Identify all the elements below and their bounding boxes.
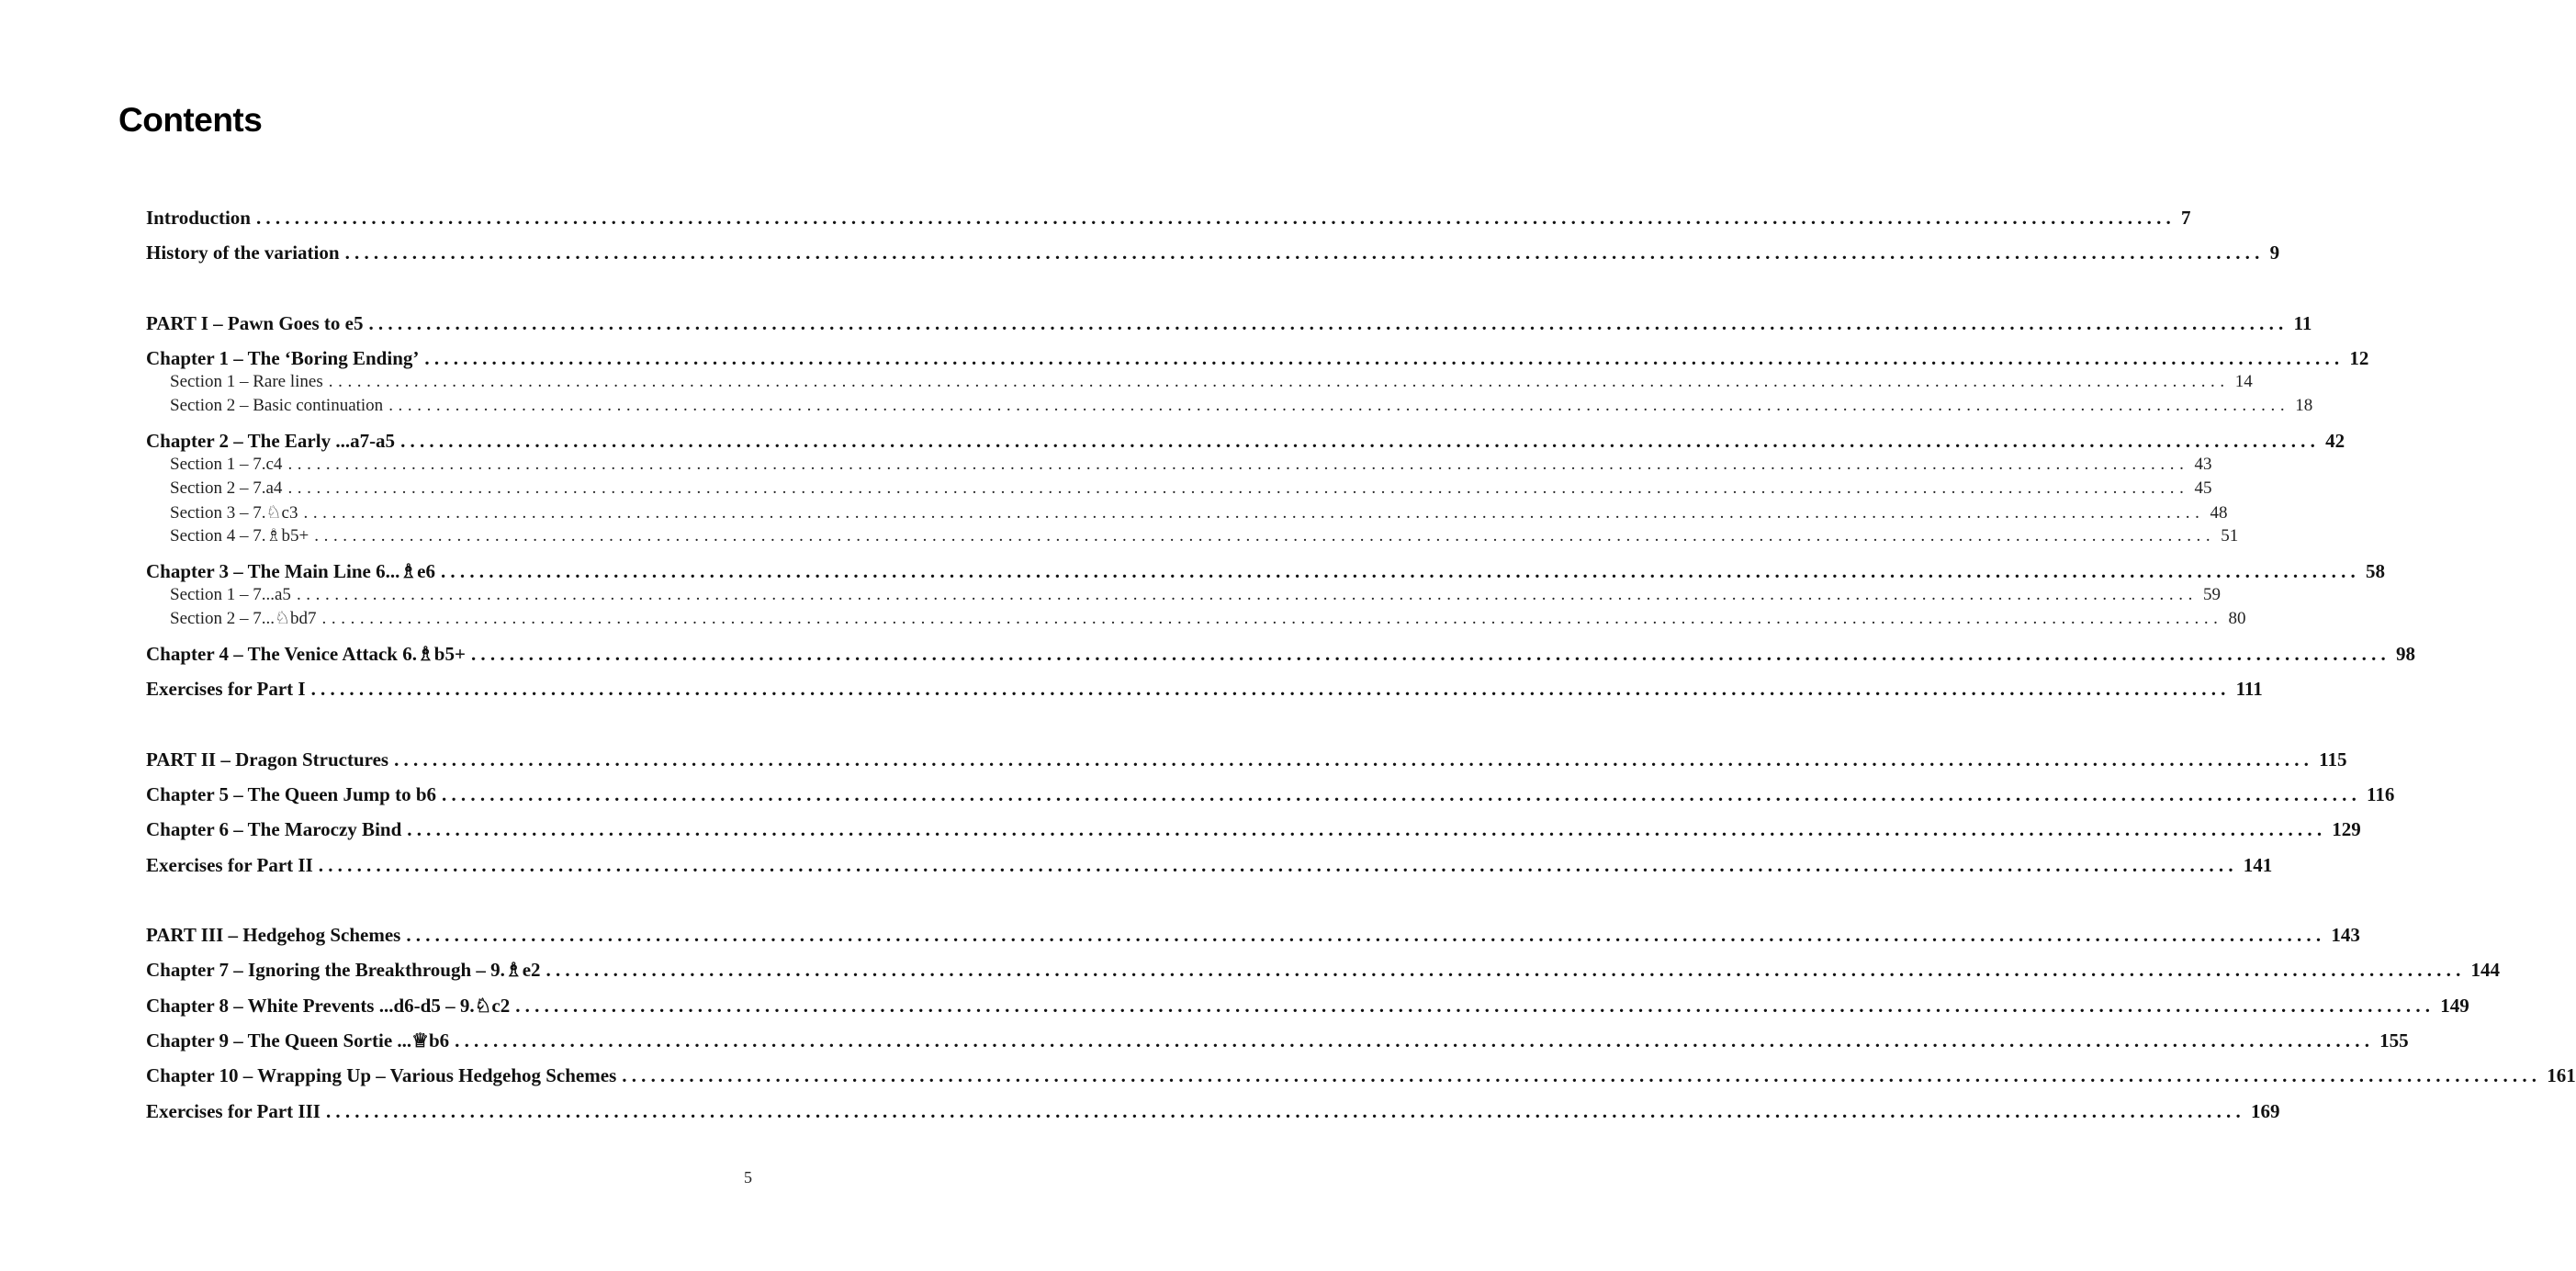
toc-entry-label: Section 4 – 7.♗b5+: [170, 526, 309, 546]
toc-entry-page: 48: [2210, 503, 2228, 523]
toc-subentry[interactable]: [146, 455, 2212, 475]
toc-entry[interactable]: [146, 643, 2415, 666]
dot-leader: ........................................................................................................................................................................................................: [440, 560, 2360, 582]
toc-entry-page: 59: [2202, 585, 2221, 604]
dot-leader: ........................................................................................................................................................................................................: [368, 312, 2289, 334]
toc-entry-label: Exercises for Part II: [146, 854, 313, 876]
toc-entry-page: 80: [2228, 609, 2246, 628]
toc-entry-page: 143: [2331, 924, 2360, 946]
toc-entry[interactable]: [146, 1100, 2280, 1123]
dot-leader: ........................................................................................................................................................................................................: [406, 924, 2326, 946]
page-title: Contents: [118, 101, 263, 139]
toc-entry-page: 12: [2349, 347, 2369, 369]
toc-entry[interactable]: [146, 207, 2191, 230]
dot-leader: ........................................................................................................................................................................................................: [325, 1100, 2245, 1122]
dot-leader: ........................................................................................................................................................................................................: [424, 347, 2345, 369]
toc-entry-label: Exercises for Part III: [146, 1100, 321, 1122]
toc-subentry[interactable]: [146, 396, 2313, 416]
toc-entry-page: 169: [2250, 1100, 2280, 1122]
toc-entry[interactable]: [146, 560, 2385, 583]
dot-leader: ........................................................................................................................................................................................................: [296, 585, 2198, 604]
toc-entry[interactable]: [146, 959, 2501, 982]
toc-entry-page: 11: [2293, 312, 2312, 334]
toc-subentry[interactable]: [146, 478, 2212, 499]
dot-leader: ........................................................................................................................................................................................................: [622, 1064, 2542, 1086]
toc-entry[interactable]: [146, 312, 2312, 335]
toc-entry-label: Chapter 4 – The Venice Attack 6.♗b5+: [146, 643, 466, 665]
dot-leader: ........................................................................................................................................................................................................: [303, 503, 2205, 523]
dot-leader: ........................................................................................................................................................................................................: [310, 678, 2231, 700]
dot-leader: ........................................................................................................................................................................................................: [455, 1029, 2375, 1052]
toc-entry-page: 111: [2235, 678, 2263, 700]
toc-entry[interactable]: [146, 748, 2347, 771]
toc-entry-label: PART I – Pawn Goes to e5: [146, 312, 364, 334]
toc-entry[interactable]: [146, 430, 2345, 453]
toc-entry[interactable]: [146, 1064, 2576, 1087]
toc-entry[interactable]: [146, 242, 2280, 264]
toc-entry[interactable]: [146, 995, 2469, 1018]
dot-leader: ........................................................................................................................................................................................................: [470, 643, 2390, 665]
toc-entry-label: Chapter 8 – White Prevents ...d6-d5 – 9.♘c2: [146, 995, 511, 1017]
toc-entry-page: 141: [2243, 854, 2273, 876]
dot-leader: ........................................................................................................................................................................................................: [515, 995, 2435, 1017]
dot-leader: ........................................................................................................................................................................................................: [388, 396, 2290, 415]
toc-entry[interactable]: [146, 347, 2369, 370]
toc-entry-label: Introduction: [146, 207, 251, 229]
toc-entry-page: 51: [2221, 526, 2239, 546]
toc-entry-label: Section 1 – 7...a5: [170, 585, 291, 604]
dot-leader: ........................................................................................................................................................................................................: [442, 783, 2362, 805]
toc-entry-page: 155: [2379, 1029, 2409, 1052]
toc-entry-page: 149: [2440, 995, 2469, 1017]
toc-entry-page: 14: [2234, 372, 2253, 391]
dot-leader: ........................................................................................................................................................................................................: [400, 430, 2321, 452]
toc-entry[interactable]: [146, 924, 2360, 947]
toc-subentry[interactable]: [146, 372, 2253, 392]
toc-entry-label: Section 2 – Basic continuation: [170, 396, 384, 415]
toc-entry-label: PART III – Hedgehog Schemes: [146, 924, 401, 946]
toc-entry-page: 43: [2194, 455, 2212, 474]
toc-entry-page: 144: [2470, 959, 2501, 981]
toc-entry-label: Section 3 – 7.♘c3: [170, 503, 298, 523]
dot-leader: ........................................................................................................................................................................................................: [328, 372, 2230, 391]
toc-entry-page: 115: [2319, 748, 2347, 770]
toc-entry-page: 9: [2269, 242, 2280, 264]
toc-entry[interactable]: [146, 854, 2273, 877]
toc-entry-label: Section 2 – 7.a4: [170, 478, 283, 498]
toc-entry-page: 58: [2365, 560, 2385, 582]
toc-entry-page: 129: [2332, 818, 2361, 840]
toc-entry-label: Section 1 – Rare lines: [170, 372, 323, 391]
toc-entry-label: Chapter 9 – The Queen Sortie ...♕b6: [146, 1029, 450, 1052]
toc-entry-label: Exercises for Part I: [146, 678, 306, 700]
toc-entry-page: 18: [2295, 396, 2313, 415]
toc-entry-page: 7: [2180, 207, 2191, 229]
dot-leader: ........................................................................................................................................................................................................: [344, 242, 2265, 264]
dot-leader: ........................................................................................................................................................................................................: [394, 748, 2314, 770]
toc-entry-label: Chapter 6 – The Maroczy Bind: [146, 818, 402, 840]
toc-entry-label: Chapter 3 – The Main Line 6...♗e6: [146, 560, 435, 582]
toc-entry-label: Chapter 2 – The Early ...a7-a5: [146, 430, 396, 452]
toc-entry-label: Chapter 10 – Wrapping Up – Various Hedgehog Schemes: [146, 1064, 617, 1086]
toc-entry[interactable]: [146, 818, 2361, 841]
toc-entry-label: PART II – Dragon Structures: [146, 748, 389, 770]
toc-subentry[interactable]: [146, 608, 2246, 629]
toc-entry-page: 161: [2547, 1064, 2576, 1086]
toc-entry[interactable]: [146, 783, 2395, 806]
dot-leader: ........................................................................................................................................................................................................: [321, 609, 2223, 628]
dot-leader: ........................................................................................................................................................................................................: [318, 854, 2238, 876]
toc-entry-page: 42: [2325, 430, 2345, 452]
dot-leader: ........................................................................................................................................................................................................: [407, 818, 2327, 840]
page-number: 5: [744, 1168, 752, 1187]
toc-entry-label: Chapter 5 – The Queen Jump to b6: [146, 783, 437, 805]
toc-entry-label: Chapter 1 – The ‘Boring Ending’: [146, 347, 420, 369]
dot-leader: ........................................................................................................................................................................................................: [314, 526, 2216, 546]
toc-entry[interactable]: [146, 678, 2263, 701]
dot-leader: ........................................................................................................................................................................................................: [255, 207, 2176, 229]
toc-entry-label: History of the variation: [146, 242, 340, 264]
toc-subentry[interactable]: [146, 502, 2228, 523]
dot-leader: ........................................................................................................................................................................................................: [287, 455, 2189, 474]
toc-entry-label: Section 1 – 7.c4: [170, 455, 283, 474]
toc-entry[interactable]: [146, 1029, 2409, 1052]
dot-leader: ........................................................................................................................................................................................................: [287, 478, 2189, 498]
toc-entry-page: 98: [2395, 643, 2415, 665]
toc-subentry[interactable]: [146, 525, 2239, 546]
dot-leader: ........................................................................................................................................................................................................: [546, 959, 2466, 981]
toc-entry-page: 45: [2194, 478, 2212, 498]
toc-entry-page: 116: [2367, 783, 2395, 805]
toc-entry-label: Chapter 7 – Ignoring the Breakthrough – 9.♗e2: [146, 959, 541, 981]
toc-subentry[interactable]: [146, 585, 2221, 605]
toc-entry-label: Section 2 – 7...♘bd7: [170, 609, 317, 628]
